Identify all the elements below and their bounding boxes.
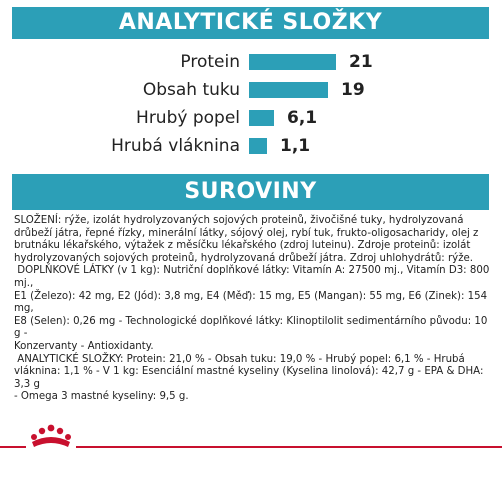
nutrient-value: 21 bbox=[349, 52, 373, 72]
nutrient-value: 6,1 bbox=[287, 108, 318, 128]
ingredients-title: SUROVINY bbox=[184, 179, 317, 204]
nutrient-value: 1,1 bbox=[280, 136, 311, 156]
nutrient-label: Hrubá vláknina bbox=[111, 136, 240, 156]
footer-divider-left bbox=[0, 446, 26, 448]
nutrient-row-ash bbox=[0, 106, 502, 130]
nutrient-bar bbox=[249, 82, 328, 98]
footer-divider-right bbox=[76, 446, 502, 448]
nutrient-bar bbox=[249, 110, 274, 126]
nutrient-label: Protein bbox=[180, 52, 240, 72]
nutrient-row-fibre bbox=[0, 134, 502, 158]
nutrient-bar bbox=[249, 138, 267, 154]
nutrient-row-fat bbox=[0, 78, 502, 102]
nutrient-row-protein bbox=[0, 50, 502, 74]
royal-canin-crown-logo-icon bbox=[28, 420, 74, 450]
analytic-title: ANALYTICKÉ SLOŽKY bbox=[118, 10, 383, 35]
composition-text: SLOŽENÍ: rýže, izolát hydrolyzovaných sojových proteinů, živočišné tuky, hydrolyzovaná drůbeží játra, řepné řízky, minerální látky, sójový olej, rybí tuk, frukto-oligosacharidy, olej z brutnáku lékařského, výtažek z měsíčku lékařského (zdroj luteinu). Zdroje proteinů: izolát hydrolyzovaných sojových proteinů, hydrolyzovaná drůbeží játra. Zdroj uhlohydrátů: rýže. DOPLŇKOVÉ LÁTKY (v 1 kg): Nutriční doplňkové látky: Vitamín A: 27500 mj., Vitamín D3: 800 mj., E1 (Železo): 42 mg, E2 (Jód): 3,8 mg, E4 (Měď): 15 mg, E5 (Mangan): 55 mg, E6 (Zinek): 154 mg, E8 (Selen): 0,26 mg - Technologické doplňkové látky: Klinoptilolit sedimentárního původu: 10 g - Konzervanty - Antioxidanty. ANALYTICKÉ SLOŽKY: Protein: 21,0 % - Obsah tuku: 19,0 % - Hrubý popel: 6,1 % - Hrubá vláknina: 1,1 % - V 1 kg: Esenciální mastné kyseliny (Kyselina linolová): 42,7 g - EPA & DHA: 3,3 g - Omega 3 mastné kyseliny: 9,5 g. bbox=[14, 215, 490, 403]
analytic-title-banner bbox=[12, 7, 489, 39]
nutrient-value: 19 bbox=[341, 80, 365, 100]
nutrient-label: Obsah tuku bbox=[142, 80, 240, 100]
ingredients-title-banner bbox=[12, 174, 489, 210]
nutrient-label: Hrubý popel bbox=[136, 108, 240, 128]
nutrient-bar bbox=[249, 54, 336, 70]
